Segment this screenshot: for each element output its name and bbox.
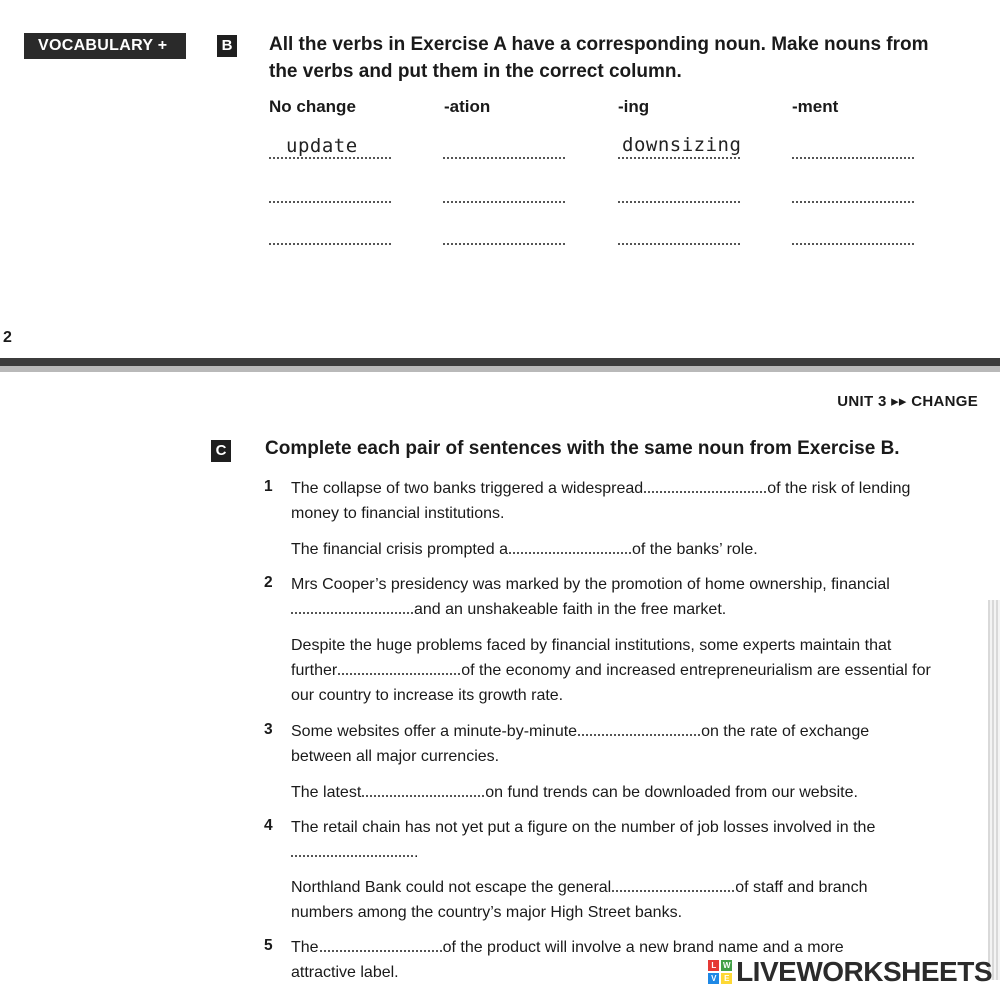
vocabulary-tag: VOCABULARY + [24,33,186,59]
logo-mark-l: L [708,960,719,971]
sentence-text: Northland Bank could not escape the general [291,879,612,896]
blank-input[interactable] [291,841,413,857]
question-3-sentence-b [291,780,951,805]
answer-field-no-change-3[interactable] [269,229,391,245]
sentence-text: The [291,939,319,956]
exercise-b-label: B [217,35,237,57]
question-1-sentence-a [291,476,911,526]
exercise-b-instruction: All the verbs in Exercise A have a corresponding noun. Make nouns from the verbs and put them in the correct column. [269,34,929,82]
liveworksheets-logo [708,956,992,988]
answer-field-ing-3[interactable] [618,229,740,245]
sentence-text: The collapse of two banks triggered a widespread [291,480,644,497]
sentence-text: Some websites offer a minute-by-minute [291,723,578,740]
blank-input[interactable] [509,538,631,554]
sentence-text: of the product will involve a new brand name and a more attractive label. [291,939,844,981]
unit-label: UNIT 3 ▸▸ CHANGE [837,393,978,410]
sentence-text: of the banks’ role. [631,541,758,558]
answer-field-ation-3[interactable] [443,229,565,245]
sentence-text: The latest [291,784,362,801]
exercise-c-instruction: Complete each pair of sentences with the same noun from Exercise B. [265,438,900,459]
blank-input[interactable] [338,659,460,675]
answer-field-ation-2[interactable] [443,187,565,203]
logo-mark-icon [708,960,732,984]
handwritten-answer: update [286,135,358,157]
blank-input[interactable] [362,781,484,797]
column-header-ment: -ment [792,97,839,116]
column-header-no-change: No change [269,97,356,116]
blank-input[interactable] [578,720,700,736]
blank-input[interactable] [644,477,766,493]
question-2-sentence-a [291,572,951,622]
sentence-text: The financial crisis prompted a [291,541,508,558]
sentence-text: The retail chain has not yet put a figure on the number of job losses involved in the [291,819,876,836]
page-divider [0,358,1000,366]
question-4-sentence-a [291,815,941,865]
page-divider-shadow [0,366,1000,372]
question-3-sentence-a [291,719,931,769]
sentence-text: Mrs Cooper’s presidency was marked by the promotion of home ownership, financial [291,576,890,593]
exercise-c-label: C [211,440,231,462]
sentence-text: of the risk of lending money to financial institutions. [291,480,911,522]
question-number: 4 [264,817,273,834]
sentence-text: on the rate of exchange between all major currencies. [291,723,870,765]
blank-input[interactable] [320,936,442,952]
handwritten-answer: downsizing [622,134,742,156]
answer-field-ing-2[interactable] [618,187,740,203]
page-number: 2 [3,329,12,346]
sentence-text: on fund trends can be downloaded from our website. [485,784,858,801]
question-number: 3 [264,721,273,738]
logo-mark-e: E [721,973,732,984]
sentence-text: of the economy and increased entrepreneurialism are essential for our country to increase its growth rate. [291,662,931,704]
answer-field-ment-3[interactable] [792,229,914,245]
question-1-sentence-b [291,537,951,562]
answer-field-ment-2[interactable] [792,187,914,203]
question-number: 5 [264,937,273,954]
logo-mark-v: V [708,973,719,984]
page-edge-shadow [988,600,1000,980]
sentence-text: Despite the huge problems faced by financial institutions, some experts maintain that further [291,637,892,679]
blank-input[interactable] [612,876,734,892]
logo-text: LIVEWORKSHEETS [736,956,992,987]
question-2-sentence-b [291,633,931,708]
question-number: 2 [264,574,273,591]
question-number: 1 [264,478,273,495]
answer-field-ation-1[interactable] [443,143,565,159]
column-header-ation: -ation [444,97,491,116]
blank-input[interactable] [291,598,413,614]
sentence-text: and an unshakeable faith in the free market. [414,601,727,618]
answer-field-ment-1[interactable] [792,143,914,159]
logo-mark-w: W [723,961,731,970]
sentence-text: . [414,844,419,861]
sentence-text: of staff and branch numbers among the country’s major High Street banks. [291,879,868,921]
answer-field-no-change-2[interactable] [269,187,391,203]
column-header-ing: -ing [618,97,650,116]
question-4-sentence-b [291,875,931,925]
